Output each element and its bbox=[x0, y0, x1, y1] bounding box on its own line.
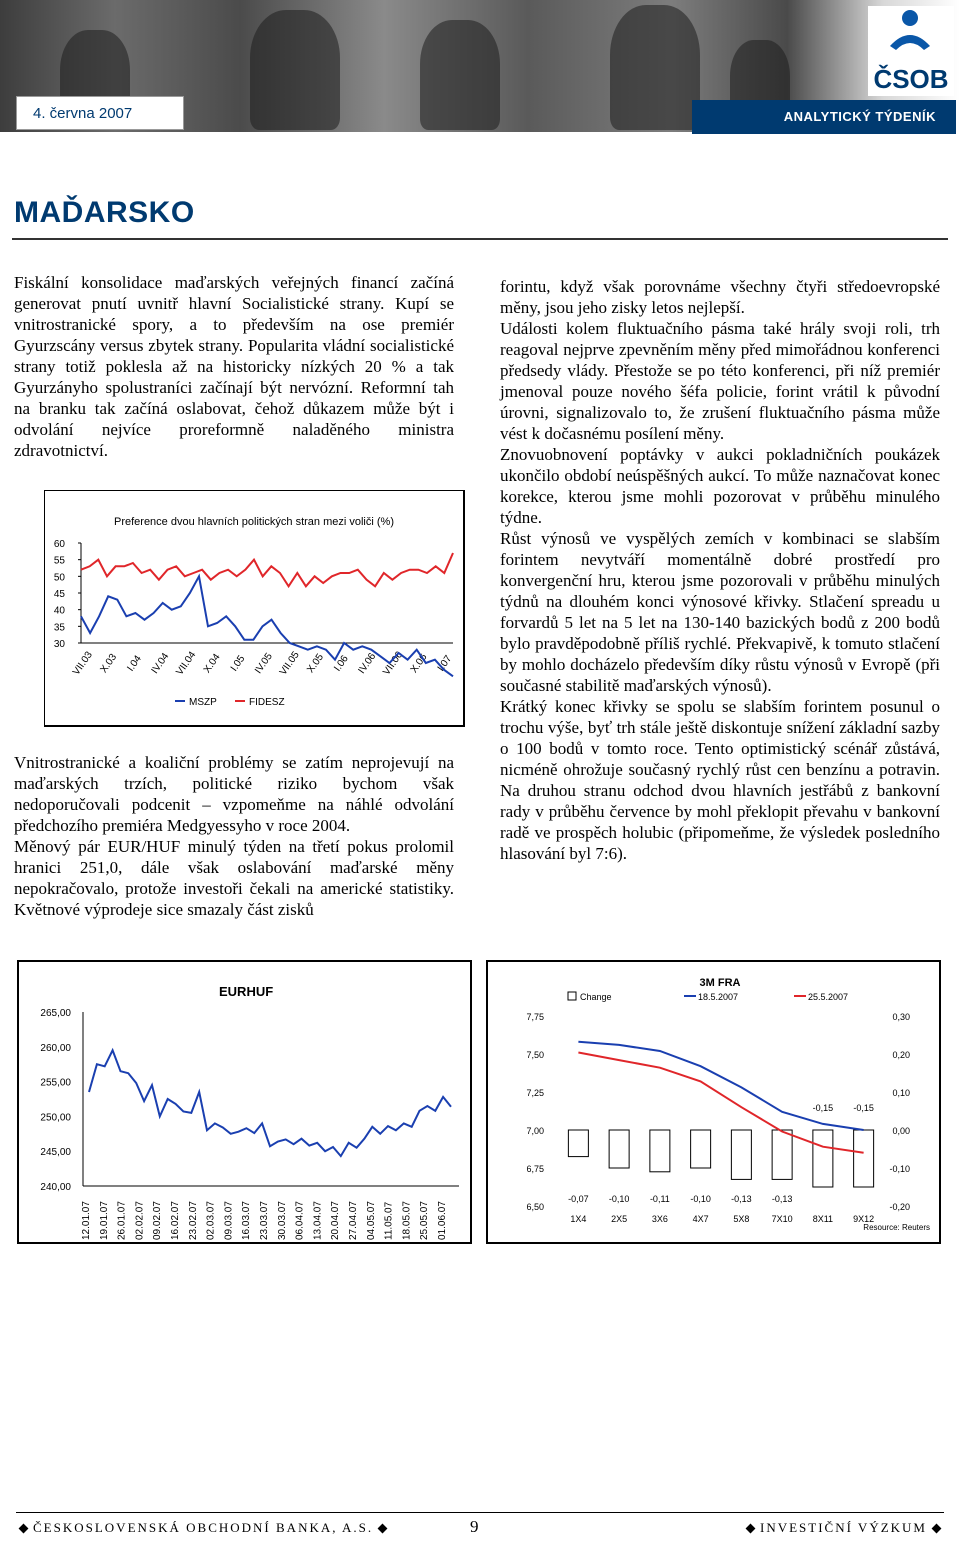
legend-swatch bbox=[568, 992, 576, 1000]
page-number: 9 bbox=[470, 1517, 479, 1536]
change-bar bbox=[691, 1130, 711, 1168]
right-column bbox=[500, 276, 940, 864]
diamond-icon bbox=[19, 1524, 29, 1534]
x-tick-label: VII.05 bbox=[277, 649, 302, 678]
x-tick-label: 04.05.07 bbox=[365, 1201, 377, 1240]
change-label: -0,15 bbox=[853, 1103, 874, 1113]
change-label: -0,10 bbox=[608, 1194, 630, 1204]
y-tick-label: 30 bbox=[53, 639, 65, 650]
paragraph: Události kolem fluktuačního pásma také hrály svoji roli, trh reagoval nejprve zpevněním měny před mimořádnou konferenci předsedy vlády. Přestože se po této konferenci, při níž premiér jmenoval pouze nového šéfa policie, forint vrátil k původní úrovni, signalizovalo to, že zrušení fluktuačního pásma může vést k dočasnému posílení měny. bbox=[500, 319, 940, 443]
x-tick-label: 06.04.07 bbox=[294, 1201, 306, 1240]
paragraph: Fiskální konsolidace maďarských veřejných financí začíná generovat pnutí uvnitř hlavní Socialistické strany. Kupí se vnitrostranické spory, a to především na ose premiér Gyurzscány versus zbytek strany. Popularita vládní socialistické strany totiž poklesla až na historicky nízkých 20 % a tak Gyurzányho spolustraníci začínají být nervózní. Reformní tah na branku tak začíná oslabovat, čehož důkazem může být i odvolání nejvíce proreformně naladěného ministra zdravotnictví. bbox=[14, 273, 454, 460]
y-left-tick-label: 6,50 bbox=[526, 1202, 544, 1212]
legend-label: 18.5.2007 bbox=[698, 992, 739, 1002]
x-tick-label: 09.03.07 bbox=[223, 1201, 235, 1240]
fra-chart-svg bbox=[488, 962, 939, 1242]
x-tick-label: 16.02.07 bbox=[170, 1201, 181, 1240]
left-column-bottom bbox=[14, 752, 454, 920]
x-tick-label: VII.04 bbox=[174, 649, 199, 678]
paragraph: Růst výnosů ve vyspělých zemích v kombinaci se slabším forintem nevytváří momentálně dobré prostředí pro konvergenční hru, kterou jsme pozorovali v průběhu minulých týdnů na dlouhém konci výnosové křivky. Stlačení spreadu u forvardů 5 let na 5 let na 130-140 bazických bodů z 200 bodů bylo pravděpodobně příliš rychlé. Překvapivě, k tomuto stlačení by mohlo docházelo především díky růstu výnosů v Evropě (při současné stabilitě maďarských výnosů). bbox=[500, 529, 940, 695]
x-tick-label: 01.06.07 bbox=[437, 1201, 448, 1240]
change-bar bbox=[650, 1130, 670, 1172]
x-tick-label: IV.06 bbox=[356, 651, 379, 676]
legend-label: 25.5.2007 bbox=[808, 992, 849, 1002]
footer-bank-name: ČESKOSLOVENSKÁ OBCHODNÍ BANKA, A.S. bbox=[33, 1520, 374, 1535]
y-right-tick-label: 0,30 bbox=[892, 1012, 910, 1022]
series-line-eurhuf bbox=[89, 1050, 451, 1156]
x-tick-label: X.06 bbox=[408, 651, 430, 676]
preference-chart-svg bbox=[45, 491, 463, 725]
preference-chart bbox=[44, 490, 465, 727]
chart-title: EURHUF bbox=[219, 984, 274, 999]
series-line-fra bbox=[578, 1042, 863, 1130]
x-tick-label: 23.02.07 bbox=[187, 1201, 199, 1240]
change-label: -0,11 bbox=[649, 1194, 670, 1204]
y-left-tick-label: 7,75 bbox=[526, 1012, 544, 1022]
y-tick-label: 55 bbox=[53, 555, 65, 567]
y-left-tick-label: 7,50 bbox=[526, 1050, 544, 1060]
y-tick-label: 35 bbox=[53, 622, 65, 634]
x-tick-label: VII.06 bbox=[381, 649, 406, 678]
paragraph: Znovuobnovení poptávky v aukci pokladničních poukázek ukončilo období neúspěšných aukcí. To může naznačovat konec korekce, kterou jsme mohli pozorovat v průběhu minulého týdne. bbox=[500, 445, 940, 527]
y-left-tick-label: 6,75 bbox=[526, 1164, 544, 1174]
y-tick-label: 250,00 bbox=[40, 1112, 71, 1124]
paragraph: Krátký konec křivky se spolu se slabším forintem posunul o trochu výše, byť trh stále ještě diskontuje snížení základní sazby o 100 bodů v tomto roce. Tento optimistický scénář zůstává, nicméně ohrožuje současný rychlý růst cen benzínu a potravin. Na druhou stranu odchod dvou hlavních jestřábů z bankovní rady v průběhu července by mohl překlopit převahu v bankovní radě ve prospěch holubic (připomeňme, že výsledek posledního hlasování byl 7:6). bbox=[500, 697, 940, 863]
x-tick-label: 26.01.07 bbox=[116, 1201, 128, 1240]
y-left-tick-label: 7,25 bbox=[526, 1088, 544, 1098]
x-tick-label: X.03 bbox=[98, 651, 120, 676]
issue-date: 4. června 2007 bbox=[16, 96, 184, 130]
legend-label: MSZP bbox=[189, 697, 217, 708]
footer-left bbox=[14, 1520, 392, 1536]
eurhuf-chart bbox=[17, 960, 472, 1244]
x-tick-label: I.06 bbox=[332, 653, 351, 674]
x-tick-label: 2X5 bbox=[611, 1214, 628, 1224]
title-divider bbox=[12, 238, 948, 240]
footer-right bbox=[741, 1520, 946, 1536]
chart-title: 3M FRA bbox=[699, 977, 741, 989]
change-bar bbox=[731, 1130, 751, 1179]
change-label: -0,13 bbox=[771, 1194, 793, 1204]
x-tick-label: 7X10 bbox=[771, 1214, 793, 1224]
x-tick-label: 11.05.07 bbox=[383, 1201, 395, 1240]
x-tick-label: 1X4 bbox=[570, 1214, 587, 1224]
x-tick-label: X.04 bbox=[201, 651, 223, 676]
y-tick-label: 265,00 bbox=[40, 1008, 71, 1019]
x-tick-label: IV.05 bbox=[253, 651, 275, 676]
x-tick-label: 18.05.07 bbox=[401, 1201, 413, 1240]
x-tick-label: VII.03 bbox=[70, 649, 95, 678]
x-tick-label: X.05 bbox=[305, 651, 327, 676]
footer-divider bbox=[16, 1512, 944, 1513]
x-tick-label: I.04 bbox=[125, 653, 144, 674]
section-title: MAĎARSKO bbox=[14, 196, 195, 229]
chart-title: Preference dvou hlavních politických stran mezi voliči (%) bbox=[113, 516, 395, 528]
chart-source: Resource: Reuters bbox=[863, 1223, 930, 1232]
y-right-tick-label: -0,20 bbox=[889, 1202, 910, 1212]
x-tick-label: 8X11 bbox=[812, 1214, 834, 1224]
legend-label: FIDESZ bbox=[249, 697, 285, 708]
change-label: -0,13 bbox=[731, 1194, 752, 1204]
x-tick-label: I.05 bbox=[228, 653, 248, 674]
y-tick-label: 240,00 bbox=[40, 1182, 71, 1193]
y-right-tick-label: 0,00 bbox=[892, 1126, 910, 1136]
y-right-tick-label: 0,10 bbox=[892, 1088, 910, 1098]
y-right-tick-label: 0,20 bbox=[892, 1050, 910, 1060]
footer-section-name: INVESTIČNÍ VÝZKUM bbox=[759, 1520, 927, 1535]
change-bar bbox=[854, 1130, 874, 1187]
x-tick-label: 09.02.07 bbox=[152, 1201, 164, 1240]
x-tick-label: 4X7 bbox=[692, 1214, 709, 1224]
y-tick-label: 255,00 bbox=[40, 1077, 71, 1089]
change-bar bbox=[609, 1130, 629, 1168]
y-left-tick-label: 7,00 bbox=[526, 1126, 544, 1136]
x-tick-label: 9X12 bbox=[853, 1214, 875, 1224]
change-label: -0,10 bbox=[690, 1194, 711, 1204]
x-tick-label: 02.03.07 bbox=[205, 1201, 217, 1240]
diamond-icon bbox=[378, 1524, 388, 1534]
y-right-tick-label: -0,10 bbox=[889, 1164, 910, 1174]
paragraph: Měnový pár EUR/HUF minulý týden na třetí pokus prolomil hranici 251,0, dále však oslabování maďarské měny nepokračovalo, protože investoři čekali na americké statistiky. Květnové výprodeje sice smazaly část zisků bbox=[14, 837, 454, 919]
x-tick-label: 25.05.07 bbox=[419, 1201, 431, 1240]
y-tick-label: 40 bbox=[53, 605, 65, 617]
paragraph: forintu, když však porovnáme všechny čtyři středoevropské měny, jsou jeho zisky letos nejlepší. bbox=[500, 277, 940, 317]
csob-logo bbox=[868, 6, 954, 96]
diamond-icon bbox=[932, 1524, 942, 1534]
change-label: -0,07 bbox=[568, 1194, 589, 1204]
x-tick-label: 13.04.07 bbox=[312, 1201, 324, 1240]
x-tick-label: 16.03.07 bbox=[241, 1201, 253, 1240]
x-tick-label: 27.04.07 bbox=[348, 1201, 359, 1240]
eurhuf-chart-svg bbox=[19, 962, 470, 1242]
change-bar bbox=[813, 1130, 833, 1187]
fra-chart bbox=[486, 960, 941, 1244]
y-tick-label: 50 bbox=[53, 572, 65, 584]
y-tick-label: 245,00 bbox=[40, 1147, 71, 1159]
y-tick-label: 45 bbox=[53, 589, 65, 600]
x-tick-label: 30.03.07 bbox=[276, 1201, 288, 1240]
x-tick-label: 3X6 bbox=[651, 1214, 668, 1224]
diamond-icon bbox=[746, 1524, 756, 1534]
change-label: -0,15 bbox=[812, 1103, 834, 1113]
x-tick-label: 23.03.07 bbox=[259, 1201, 270, 1240]
change-bar bbox=[568, 1130, 588, 1157]
y-tick-label: 60 bbox=[53, 539, 65, 550]
x-tick-label: 5X8 bbox=[733, 1214, 750, 1224]
x-tick-label: 19.01.07 bbox=[98, 1201, 110, 1240]
paragraph: Vnitrostranické a koaliční problémy se zatím neprojevují na maďarských trzích, politické riziko bychom však nedoporučovali podcenit – vzpomeňme na náhlé odvolání předchozího premiéra Medgyessyho v roce 2004. bbox=[14, 753, 454, 835]
legend-label: Change bbox=[580, 992, 612, 1002]
x-tick-label: I.07 bbox=[435, 653, 455, 674]
change-bar bbox=[772, 1130, 792, 1179]
x-tick-label: 02.02.07 bbox=[134, 1201, 146, 1240]
x-tick-label: 20.04.07 bbox=[330, 1201, 342, 1240]
y-tick-label: 260,00 bbox=[40, 1042, 71, 1054]
series-line-fidesz bbox=[81, 553, 453, 586]
x-tick-label: IV.04 bbox=[149, 651, 172, 676]
x-tick-label: 12.01.07 bbox=[81, 1201, 92, 1240]
publication-name: ANALYTICKÝ TÝDENÍK bbox=[692, 100, 956, 134]
logo-wordmark: ČSOB bbox=[873, 64, 949, 94]
left-column-top bbox=[14, 272, 454, 461]
